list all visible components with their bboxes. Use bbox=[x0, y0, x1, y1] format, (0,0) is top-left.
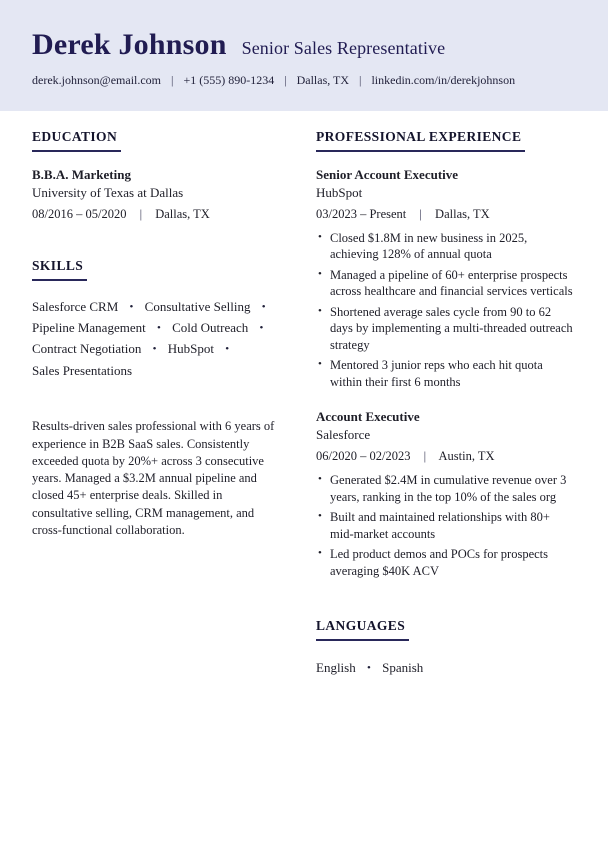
pipe-separator: | bbox=[359, 72, 362, 87]
dot-separator: • bbox=[366, 662, 371, 674]
job-bullets bbox=[316, 472, 576, 579]
experience-bullet: • Led product demos and POCs for prospects averaging $40K ACV bbox=[316, 546, 576, 579]
summary-paragraph: Results-driven sales professional with 6 years of experience in B2B SaaS sales. Consistently exceeded quota by 20%+ across 3 consecutive years. Managed a $3.2M annual pipeline and closed 45+ enterprise deals. Skilled in consultative selling, CRM management, and cross-functional collaboration. bbox=[32, 419, 275, 537]
experience-bullet: • Closed $1.8M in new business in 2025, achieving 128% of annual quota bbox=[316, 230, 576, 263]
job-dates: 06/2020 – 02/2023 bbox=[316, 449, 411, 463]
name-row bbox=[32, 29, 576, 61]
job-entry bbox=[316, 167, 576, 391]
experience-bullet: • Mentored 3 junior reps who each hit quota within their first 6 months bbox=[316, 357, 576, 390]
dot-separator: • bbox=[259, 321, 264, 334]
pipe-separator: | bbox=[284, 72, 287, 87]
contact-item: Dallas, TX bbox=[296, 72, 350, 87]
contact-bar bbox=[32, 73, 576, 88]
education-dates-location bbox=[32, 207, 284, 222]
languages-heading: LANGUAGES bbox=[316, 618, 409, 641]
skill-item: Consultative Selling bbox=[144, 298, 251, 314]
resume-header bbox=[0, 0, 608, 111]
candidate-title: Senior Sales Representative bbox=[241, 38, 446, 58]
education-degree: B.B.A. Marketing bbox=[32, 166, 131, 182]
skill-item: Cold Outreach bbox=[172, 319, 249, 335]
education-dates: 08/2016 – 05/2020 bbox=[32, 206, 127, 221]
contact-item: +1 (555) 890-1234 bbox=[183, 72, 275, 87]
left-column bbox=[32, 129, 284, 679]
experience-bullet: • Shortened average sales cycle from 90 to 62 days by implementing a multi-threaded outreach strategy bbox=[316, 304, 576, 354]
skills-heading: SKILLS bbox=[32, 258, 87, 281]
job-title: Account Executive bbox=[316, 409, 420, 424]
job-company: Salesforce bbox=[316, 427, 371, 442]
experience-bullet: • Generated $2.4M in cumulative revenue over 3 years, ranking in the top 10% of the sales org bbox=[316, 472, 576, 505]
pipe-separator: | bbox=[423, 449, 427, 463]
dot-separator: • bbox=[156, 321, 161, 334]
contact-item: derek.johnson@email.com bbox=[32, 72, 162, 87]
skill-item: Sales Presentations bbox=[32, 362, 133, 378]
section-experience bbox=[316, 129, 576, 580]
experience-bullet: • Built and maintained relationships with 80+ mid-market accounts bbox=[316, 509, 576, 542]
candidate-name: Derek Johnson bbox=[32, 28, 227, 61]
education-location: Dallas, TX bbox=[155, 206, 210, 221]
education-school: University of Texas at Dallas bbox=[32, 184, 184, 200]
experience-bullet: • Managed a pipeline of 60+ enterprise prospects across healthcare and financial services verticals bbox=[316, 267, 576, 300]
job-dates-location bbox=[316, 207, 576, 222]
dot-separator: • bbox=[152, 343, 157, 356]
dot-separator: • bbox=[225, 343, 230, 356]
job-entry bbox=[316, 409, 576, 579]
pipe-separator: | bbox=[171, 72, 174, 87]
pipe-separator: | bbox=[419, 206, 422, 221]
section-languages bbox=[316, 618, 576, 678]
languages-list bbox=[316, 657, 576, 678]
section-skills bbox=[32, 258, 284, 382]
job-company: HubSpot bbox=[316, 184, 363, 200]
education-heading: EDUCATION bbox=[32, 129, 121, 152]
skill-item: Contract Negotiation bbox=[32, 341, 142, 357]
skills-list bbox=[32, 296, 284, 382]
experience-jobs bbox=[316, 167, 576, 580]
job-dates: 03/2023 – Present bbox=[316, 206, 407, 221]
job-location: Dallas, TX bbox=[435, 206, 490, 221]
job-title: Senior Account Executive bbox=[316, 166, 459, 182]
resume-body bbox=[0, 111, 608, 679]
right-column bbox=[316, 129, 576, 679]
skill-item: Salesforce CRM bbox=[32, 298, 119, 314]
dot-separator: • bbox=[129, 300, 134, 313]
experience-heading: PROFESSIONAL EXPERIENCE bbox=[316, 129, 525, 152]
job-location: Austin, TX bbox=[438, 449, 495, 463]
job-dates-location bbox=[316, 449, 576, 464]
pipe-separator: | bbox=[139, 206, 143, 221]
language-item: English bbox=[316, 660, 356, 675]
section-education bbox=[32, 129, 284, 222]
skill-item: HubSpot bbox=[167, 341, 214, 357]
contact-item: linkedin.com/in/derekjohnson bbox=[371, 72, 516, 87]
dot-separator: • bbox=[261, 300, 266, 313]
skill-item: Pipeline Management bbox=[32, 319, 146, 335]
language-item: Spanish bbox=[382, 660, 424, 675]
job-bullets bbox=[316, 230, 576, 391]
